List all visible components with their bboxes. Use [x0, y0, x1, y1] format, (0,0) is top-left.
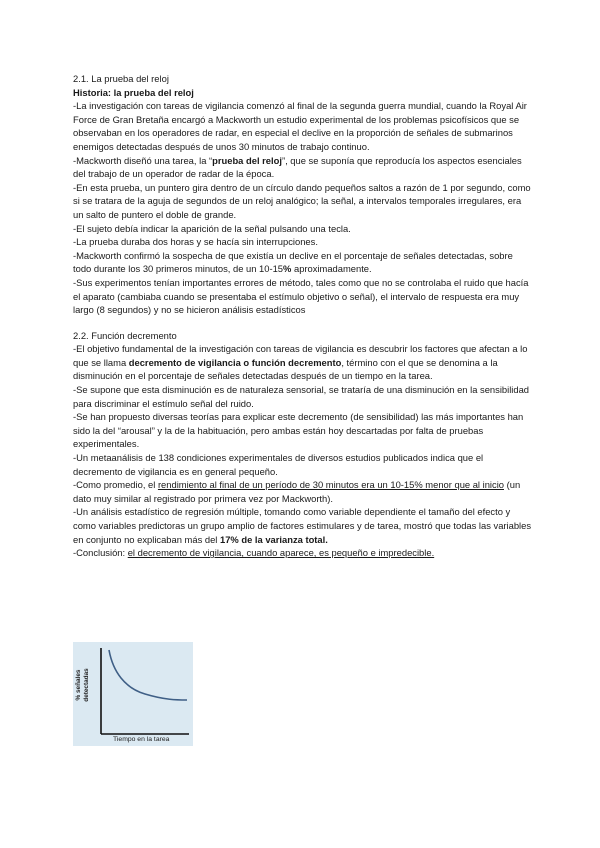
paragraph	[73, 342, 533, 383]
paragraph	[73, 505, 533, 546]
bold-text: %	[283, 263, 292, 275]
paragraph: -Sus experimentos tenían importantes errores de método, tales como que no se controlaba el ruido que hacía el aparato (cambiaba cuando se presentaba el estímulo objetivo o señal), el intervalo de respuesta era muy largo (8 segundos) y no se hicieron análisis estadísticos	[73, 276, 529, 316]
paragraph: -El sujeto debía indicar la aparición de la señal pulsando una tecla.	[73, 222, 351, 234]
section-gap	[73, 317, 533, 329]
decrement-curve	[109, 650, 187, 700]
underlined-text: el decremento de vigilancia, cuando aparece, es pequeño e impredecible.	[127, 547, 435, 559]
paragraph	[73, 478, 533, 505]
y-axis-label: % señales detectadas	[75, 668, 90, 702]
section-heading: 2.2. Función decremento	[73, 329, 177, 341]
document-body	[73, 72, 533, 560]
paragraph: -Se supone que esta disminución es de naturaleza sensorial, se trataría de una disminución en la sensibilidad para discriminar el estímulo señal del ruido.	[73, 384, 530, 409]
text-run: (un dato muy similar al registrado por primera vez por Mackworth).	[73, 479, 521, 504]
paragraph: -En esta prueba, un puntero gira dentro de un círculo dando pequeños saltos a razón de 1 por segundo, como si se tratara de la aguja de segundos de un reloj analógico; la señal, a intervalos temporales irregulares, era un salto de puntero el doble de grande.	[73, 181, 531, 220]
text-run: -El objetivo fundamental de la investigación con tareas de vigilancia es descubrir los factores que afectan a lo que se llama	[73, 343, 528, 368]
bold-text: decremento de vigilancia o función decremento	[128, 356, 342, 368]
text-run: -Conclusión:	[73, 547, 128, 559]
paragraph: -La investigación con tareas de vigilancia comenzó al final de la segunda guerra mundial, cuando la Royal Air Force de Gran Bretaña encargó a Mackworth un estudio experimental de los problemas psicofísicos que se observaban en los operadores de radar, en especial el declive en la proporción de señales de submarinos enemigos detectadas después de unos 30 minutos de trabajo continuo.	[73, 100, 527, 152]
paragraph: -La prueba duraba dos horas y se hacía sin interrupciones.	[73, 236, 318, 248]
paragraph	[73, 546, 533, 560]
underlined-text: rendimiento al final de un período de 30 minutos era un 10-15% menor que al inicio	[157, 479, 504, 491]
paragraph	[73, 249, 533, 276]
x-axis-label: Tiempo en la tarea	[113, 736, 170, 743]
text-run: -Un análisis estadístico de regresión múltiple, tomando como variable dependiente el tamaño del efecto y como variables predictoras un grupo amplio de factores estimulares y de tarea, mostró que todas las variables en conjunto no explicaban más del	[73, 506, 532, 545]
section-subheading: Historia: la prueba del reloj	[73, 86, 194, 98]
vigilance-decrement-figure	[73, 642, 193, 746]
decrement-graph	[73, 642, 193, 746]
text-run: -Mackworth confirmó la sospecha de que existía un declive en el porcentaje de señales detectadas, sobre todo durante los 30 primeros minutos, de un 10-15	[73, 249, 513, 275]
text-run: aproximadamente.	[291, 263, 372, 275]
paragraph: -Se han propuesto diversas teorías para explicar este decremento (de sensibilidad) las más importantes han sido la del “arousal” y la de la habituación, pero ambas están hoy descartadas por falta de pruebas experimentales.	[73, 411, 524, 450]
section-heading: 2.1. La prueba del reloj	[73, 73, 169, 84]
text-run: -Como promedio, el	[73, 479, 158, 491]
text-run: ”, que se suponía que reproducía los aspectos esenciales del trabajo de un operador de radar de la época.	[73, 154, 522, 180]
bold-text: 17% de la varianza total.	[219, 533, 328, 545]
paragraph	[73, 154, 533, 181]
text-run: , término con el que se denomina a la disminución en el porcentaje de señales detectadas después de un tiempo en la tarea.	[73, 356, 498, 382]
bold-text: prueba del reloj	[212, 154, 282, 166]
text-run: -Mackworth diseñó una tarea, la “	[73, 154, 213, 166]
paragraph: -Un metaanálisis de 138 condiciones experimentales de diversos estudios publicados indica que el decremento de vigilancia es en general pequeño.	[73, 452, 484, 477]
